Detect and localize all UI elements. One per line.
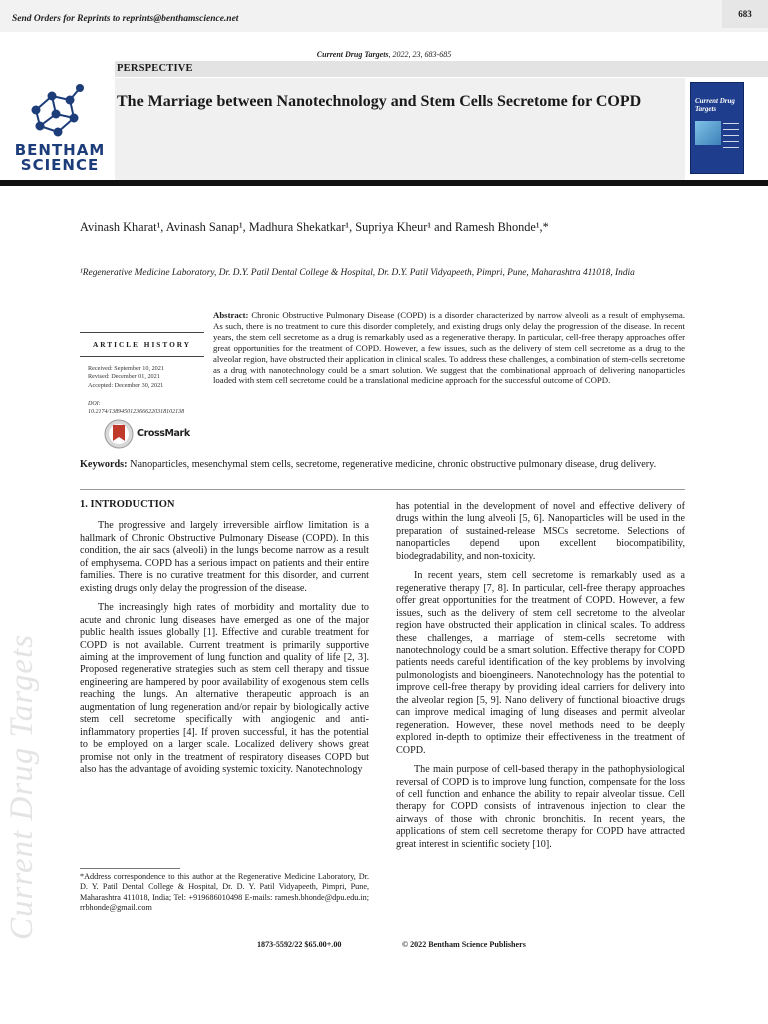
journal-volume: 23 (412, 50, 421, 59)
doi (88, 400, 208, 416)
reprints-notice: Send Orders for Reprints to reprints@benthamscience.net (12, 14, 239, 24)
crossmark-label[interactable]: CrossMark (137, 428, 190, 439)
article-history-dates (88, 365, 164, 390)
abstract-text: Chronic Obstructive Pulmonary Disease (COPD) is a disorder characterized by narrow alveoli as a result of emphysema. As such, there is no treatment to cure this disorder completely, and existing drugs only delay the progression of the disease. In recent years, the stem cell secretome as a drug is remarkably used as a regenerative therapy. In particular, cell-free therapy approaches offer great opportunities for the treatment of COPD. However, a few issues, such as the delivery of stem cell secretome as a drug to the alveolar region, have obstructed their application in clinical scales. To address these challenges, a combination of stem-cells secretome as a drug with nanotechnology could be a smart solution. We suggest that the combinational approach of delivering nanoparticles loaded with stem cell secretome could be a translational medicine approach for the successful outcome of COPD. (213, 310, 685, 386)
abstract (213, 310, 685, 386)
issn-price: 1873-5592/22 $65.00+.00 (257, 940, 342, 949)
journal-year: , 2022, (388, 50, 413, 59)
page-number: 683 (722, 0, 768, 28)
correspondence-footnote: *Address correspondence to this author at the Regenerative Medicine Laboratory, Dr. D. Y. Patil Dental College & Hospital, Dr. D. Y. Patil Vidyapeeth, Pimpri, Pune, Maharashtra 411018, India; Tel: +919686010498 E-mails: ramesh.bhonde@dpu.edu.in; rrbhonde@gmail.com (80, 872, 369, 912)
header-rule (0, 180, 768, 186)
doi-value[interactable]: 10.2174/1389450123666220318102138 (88, 409, 185, 415)
history-rule-bottom (80, 356, 204, 357)
section-title-introduction: 1. INTRODUCTION (80, 499, 175, 510)
crossmark-icon[interactable] (103, 419, 135, 449)
keywords-rule (80, 489, 685, 490)
paragraph-2: The increasingly high rates of morbidity and mortality due to acute and chronic lung diseases have emerged as one of the major public health issues globally [1]. Effective and curable treatment for COPD is not available. Current treatment is primarily supportive aiming at the improvement of lung function and quality of life [2, 3]. Proposed regenerative strategies such as stem cell therapy and tissue engineering are hampered by poor availability of exogenous stem cells reaching the lungs. An alternative therapeutic approach is an augmentation of lung regeneration and/or repair by biologically active stem cell secretome specifically with angiogenic and anti-inflammatory properties [4]. If proven successful, it has the potential to be employed on a larger scale. Localized delivery shows great promise not only in the treatment of respiratory diseases COPD but also has the advantage of avoiding systemic toxicity. Nanotechnology (80, 602, 369, 776)
body-column-left (80, 499, 369, 784)
keywords (80, 459, 685, 472)
revised-date: Revised: December 01, 2021 (88, 373, 160, 381)
paragraph-3: has potential in the development of novel and effective delivery of drugs within the lung alveoli [5, 6]. Nanoparticles will be used in the preparation of sustained-release MSCs secretome. Selections of nanoparticles depend upon excellent biocompatibility, biodegradability, and non-toxicity. (396, 501, 685, 562)
body-column-right (396, 501, 685, 858)
journal-name: Current Drug Targets (316, 50, 389, 59)
bentham-logo-icon (22, 80, 98, 142)
cover-title: Current Drug Targets (695, 97, 735, 113)
paragraph-5: The main purpose of cell-based therapy in the pathophysiological reversal of COPD is to improve lung function, compensate for the loss of cell function and enhance the ability to repair alveolar tissue. Cell therapy for COPD consists of intravenous injection to clear the airways of those with chronic bronchitis. In recent years, the applications of stem cell secretome therapy for COPD have attracted great interest in scientific society [10]. (396, 764, 685, 850)
authors: Avinash Kharat¹, Avinash Sanap¹, Madhura Shekatkar¹, Supriya Kheur¹ and Ramesh Bhonde¹,* (80, 220, 549, 234)
accepted-date: Accepted: December 30, 2021 (88, 381, 164, 389)
abstract-label: Abstract: (213, 310, 249, 320)
received-date: Received: September 10, 2021 (88, 365, 164, 372)
doi-label: DOI: (88, 401, 101, 407)
paragraph-1: The progressive and largely irreversible airflow limitation is a hallmark of Chronic Obstructive Pulmonary Disease (COPD). In this condition, the air sacs (alveoli) in the lungs become narrow as a result of emphysema. COPD has a serious impact on patients and their entire families. There is no curative treatment for this disorder, and current existing drugs only delay the progression of the disease. (80, 520, 369, 594)
journal-watermark: Current Drug Targets (4, 633, 40, 940)
cover-image (695, 121, 721, 145)
paragraph-4: In recent years, stem cell secretome is remarkably used as a regenerative therapy [7, 8]. In particular, cell-free therapy approaches offer great opportunities for the treatment of COPD. However, a few issues, such as the delivery of stem cell secretome to the alveolar region have obstructed their application in clinical scales. To address these challenges, a marriage of stem-cells secretome with nanotechnology could be a smart solution. Effective therapy for COPD patients needs careful identification of the key problems by involving pulmonologists and bioengineers. Nanotechnology has the potential to improve cell-free therapy by providing ideal carriers for delivery into the alveolar region [5, 9]. Nano delivery of functional bioactive drugs can improve medical imaging of lung diseases and permit alveolar regeneration. However, these novel methods need to be deeply explored in-depth to optimize their effectiveness in the treatment of COPD. (396, 570, 685, 756)
footnote-rule (80, 868, 180, 869)
article-history-title: ARTICLE HISTORY (92, 340, 192, 349)
logo-text-science: SCIENCE (20, 156, 100, 174)
keywords-text: Nanoparticles, mesenchymal stem cells, secretome, regenerative medicine, chronic obstructive pulmonary disease, drug delivery. (127, 459, 657, 470)
article-title: The Marriage between Nanotechnology and Stem Cells Secretome for COPD (117, 93, 642, 110)
journal-cover (690, 82, 744, 174)
copyright: © 2022 Bentham Science Publishers (402, 940, 526, 949)
article-type-bar (115, 61, 768, 77)
history-rule-top (80, 332, 204, 333)
affiliation: ¹Regenerative Medicine Laboratory, Dr. D.Y. Patil Dental College & Hospital, Dr. D.Y. Patil Vidyapeeth, Pimpri, Pune, Maharashtra 411018, India (80, 268, 635, 278)
keywords-label: Keywords: (80, 459, 128, 470)
logo-text-bentham: BENTHAM (14, 141, 106, 159)
cover-text-lines (723, 123, 739, 153)
journal-pages: , 683-685 (420, 50, 452, 59)
article-type: PERSPECTIVE (117, 63, 193, 74)
journal-citation (0, 50, 768, 59)
